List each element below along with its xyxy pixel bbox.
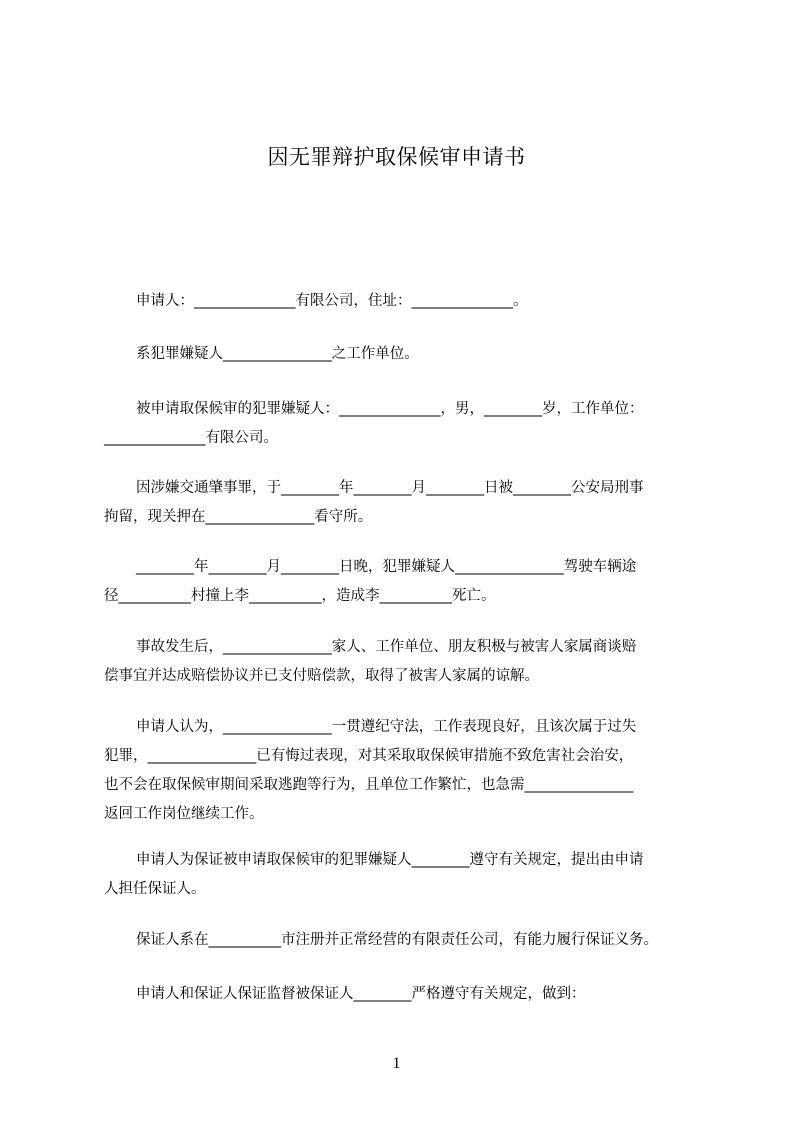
paragraph-line: 被申请取保候审的犯罪嫌疑人：______________，男，________岁，工作单位： — [136, 401, 644, 417]
paragraph-reasons — [104, 713, 704, 829]
paragraph-line: ________年________月________日晚，犯罪嫌疑人_______________驾驶车辆途 — [136, 559, 637, 575]
paragraph-guarantor-company — [104, 926, 704, 955]
paragraph-line: 返回工作岗位继续工作。 — [104, 806, 264, 822]
paragraph-line: 申请人为保证被申请取保候审的犯罪嫌疑人________遵守有关规定，提出由申请 — [136, 852, 644, 868]
paragraph-line: 偿事宜并达成赔偿协议并已支付赔偿款，取得了被害人家属的谅解。 — [104, 668, 539, 684]
paragraph-line: 径__________村撞上李__________，造成李__________死亡。 — [104, 588, 496, 604]
paragraph-suspect — [104, 395, 704, 453]
document-title: 因无罪辩护取保候审申请书 — [267, 145, 526, 169]
paragraph-detention — [104, 474, 704, 532]
paragraph-line: 也不会在取保候审期间采取逃跑等行为，且单位工作繁忙，也急需_______________ — [104, 777, 634, 793]
paragraph-incident — [104, 553, 704, 611]
paragraph-line: 犯罪，_______________已有悔过表现，对其采取取保候审措施不致危害社会治安， — [104, 748, 634, 764]
paragraph-line: 人担任保证人。 — [104, 881, 206, 897]
paragraph-line: 事故发生后，_______________家人、工作单位、朋友积极与被害人家属商谈赔 — [136, 639, 637, 655]
paragraph-line: 保证人系在__________市注册并正常经营的有限责任公司，有能力履行保证义务。 — [136, 932, 658, 948]
paragraph-line: 申请人：______________有限公司，住址：______________。 — [136, 293, 528, 309]
paragraph-employer — [104, 340, 704, 369]
paragraph-line: 申请人和保证人保证监督被保证人________严格遵守有关规定，做到： — [136, 986, 586, 1002]
paragraph-applicant — [104, 287, 704, 316]
paragraph-line: 系犯罪嫌疑人_______________之工作单位。 — [136, 346, 419, 362]
paragraph-compensation — [104, 633, 704, 691]
page-number: 1 — [392, 1055, 401, 1072]
paragraph-line: 因涉嫌交通肇事罪，于________年________月________日被________公安局刑事 — [136, 480, 644, 496]
paragraph-line: 申请人认为，_______________一贯遵纪守法，工作表现良好，且该次属于过失 — [136, 719, 637, 735]
paragraph-supervision — [104, 980, 704, 1009]
paragraph-line: ______________有限公司。 — [104, 430, 278, 446]
paragraph-line: 拘留，现关押在_______________看守所。 — [104, 509, 373, 525]
paragraph-guarantor-request — [104, 846, 704, 904]
